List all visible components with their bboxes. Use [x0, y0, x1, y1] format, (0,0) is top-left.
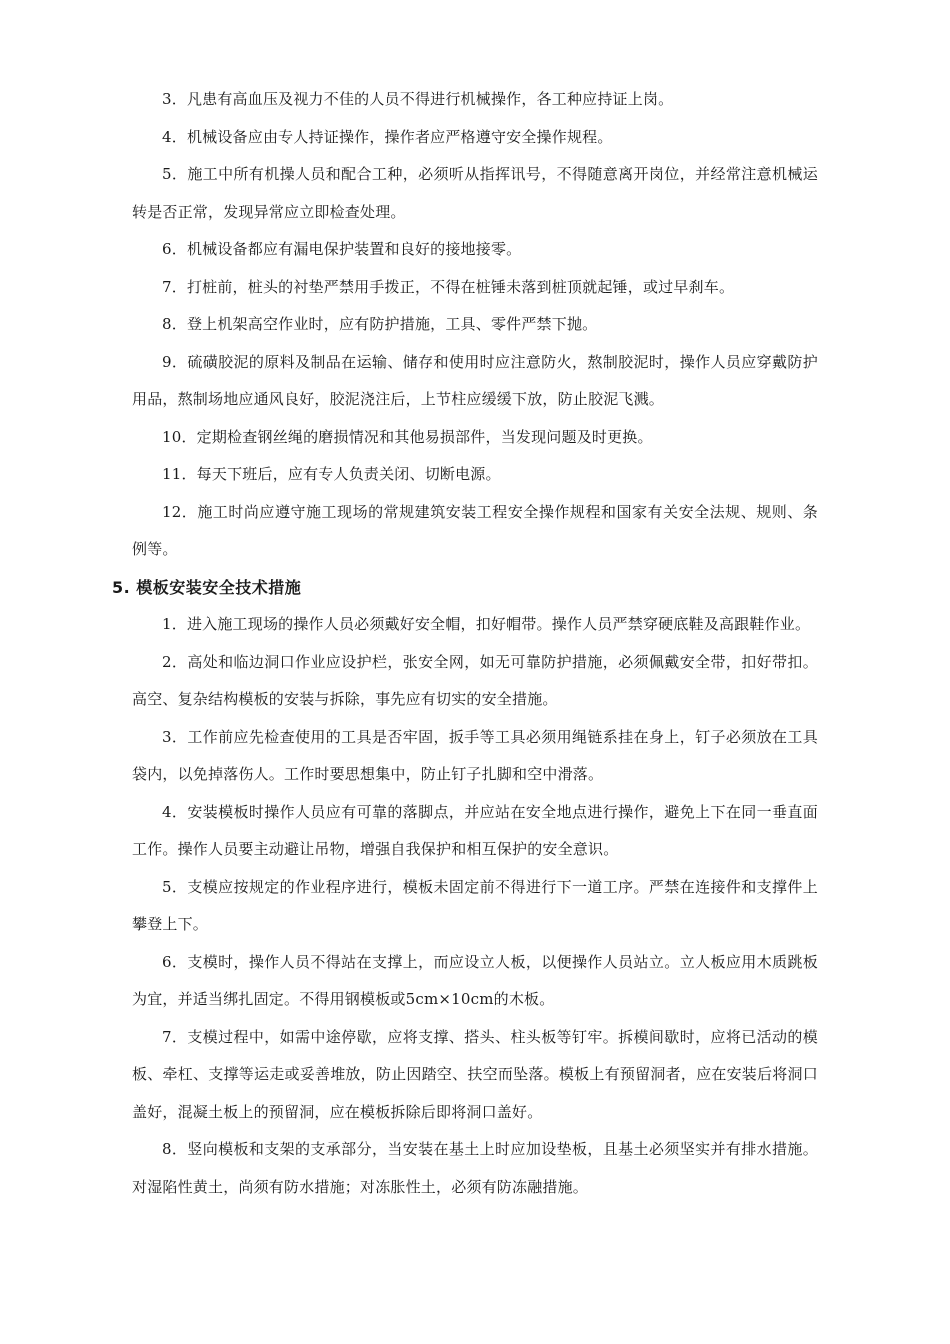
paragraph-item-11: 11．每天下班后，应有专人负责关闭、切断电源。	[162, 465, 501, 483]
formwork-item-8: 8．竖向模板和支架的支承部分，当安装在基土上时应加设垫板，且基土必须坚实并有排水措施。对湿陷性黄土，尚须有防水措施；对冻胀性土，必须有防冻融措施。	[132, 1140, 818, 1196]
section-heading: 5. 模板安装安全技术措施	[112, 577, 302, 597]
formwork-item-4: 4．安装模板时操作人员应有可靠的落脚点，并应站在安全地点进行操作，避免上下在同一垂直面工作。操作人员要主动避让吊物，增强自我保护和相互保护的安全意识。	[132, 802, 818, 858]
paragraph-item-8: 8．登上机架高空作业时，应有防护措施，工具、零件严禁下抛。	[162, 315, 598, 333]
formwork-item-7: 7．支模过程中，如需中途停歇，应将支撑、搭头、柱头板等钉牢。拆模间歇时，应将已活动的模板、牵杠、支撑等运走或妥善堆放，防止因踏空、扶空而坠落。模板上有预留洞者，应在安装后将洞口盖好，混凝土板上的预留洞，应在模板拆除后即将洞口盖好。	[132, 1027, 818, 1121]
paragraph-item-4: 4．机械设备应由专人持证操作，操作者应严格遵守安全操作规程。	[162, 127, 613, 146]
paragraph-item-6: 6．机械设备都应有漏电保护装置和良好的接地接零。	[162, 240, 522, 258]
document-body	[112, 81, 818, 1206]
formwork-item-1: 1．进入施工现场的操作人员必须戴好安全帽，扣好帽带。操作人员严禁穿硬底鞋及高跟鞋作业。	[162, 615, 811, 633]
formwork-item-5: 5．支模应按规定的作业程序进行，模板未固定前不得进行下一道工序。严禁在连接件和支撑件上攀登上下。	[132, 877, 818, 933]
formwork-item-6: 6．支模时，操作人员不得站在支撑上，而应设立人板，以便操作人员站立。立人板应用木质跳板为宜，并适当绑扎固定。不得用钢模板或5cm×10cm的木板。	[132, 952, 818, 1008]
formwork-item-2: 2．高处和临边洞口作业应设护栏，张安全网，如无可靠防护措施，必须佩戴安全带，扣好带扣。高空、复杂结构模板的安装与拆除，事先应有切实的安全措施。	[132, 652, 818, 708]
paragraph-item-5: 5．施工中所有机操人员和配合工种，必须听从指挥讯号，不得随意离开岗位，并经常注意机械运转是否正常，发现异常应立即检查处理。	[132, 165, 818, 221]
paragraph-item-12: 12．施工时尚应遵守施工现场的常规建筑安装工程安全操作规程和国家有关安全法规、规则、条例等。	[132, 502, 818, 558]
paragraph-item-3: 3．凡患有高血压及视力不佳的人员不得进行机械操作，各工种应持证上岗。	[162, 90, 674, 108]
paragraph-item-10: 10．定期检查钢丝绳的磨损情况和其他易损部件，当发现问题及时更换。	[162, 427, 653, 446]
paragraph-item-9: 9．硫磺胶泥的原料及制品在运输、储存和使用时应注意防火，熬制胶泥时，操作人员应穿戴防护用品，熬制场地应通风良好，胶泥浇注后，上节柱应缓缓下放，防止胶泥飞溅。	[132, 352, 818, 408]
formwork-item-3: 3．工作前应先检查使用的工具是否牢固，扳手等工具必须用绳链系挂在身上，钉子必须放在工具袋内，以免掉落伤人。工作时要思想集中，防止钉子扎脚和空中滑落。	[132, 727, 818, 783]
paragraph-item-7: 7．打桩前，桩头的衬垫严禁用手拨正，不得在桩锤未落到桩顶就起锤，或过早刹车。	[162, 277, 735, 296]
